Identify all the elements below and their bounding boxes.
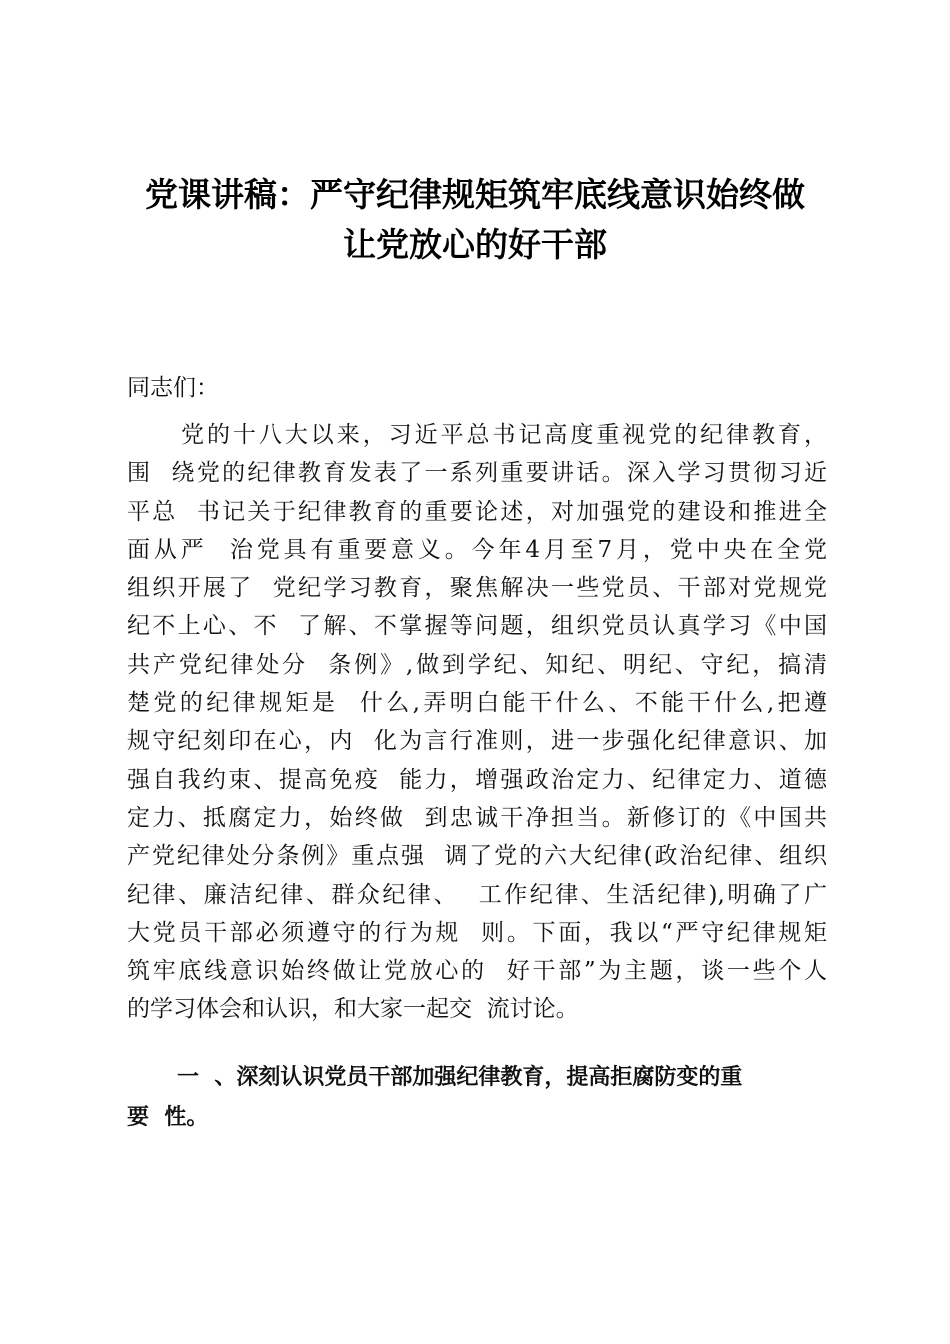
body-line: 平总 书记关于纪律教育的重要论述，对加强党的建设和推进全 bbox=[127, 498, 827, 525]
body-line: 强自我约束、提高免疫 能力，增强政治定力、纪律定力、道德 bbox=[127, 766, 827, 793]
section-heading bbox=[127, 1058, 827, 1138]
body-line: 党的十八大以来，习近平总书记高度重视党的纪律教育， bbox=[181, 422, 827, 448]
body-line: 纪律、廉洁纪律、群众纪律、 工作纪律、生活纪律),明确了广 bbox=[127, 881, 827, 908]
body-line: 的学习体会和认识，和大家一起交 流讨论。 bbox=[127, 996, 579, 1023]
body-line: 产党纪律处分条例》重点强 调了党的六大纪律(政治纪律、组织 bbox=[127, 843, 827, 870]
title-line-1: 党课讲稿：严守纪律规矩筑牢底线意识始终做 bbox=[145, 175, 805, 214]
section-heading-line-1: 一 、深刻认识党员干部加强纪律教育，提高拒腐防变的重 bbox=[177, 1065, 743, 1090]
salutation: 同志们： bbox=[127, 375, 219, 401]
body-line: 大党员干部必须遵守的行为规 则。下面，我以“严守纪律规矩 bbox=[127, 919, 827, 946]
body-line: 围 绕党的纪律教育发表了一系列重要讲话。深入学习贯彻习近 bbox=[127, 460, 827, 487]
body-paragraph bbox=[127, 416, 827, 1029]
title-line-2: 让党放心的好干部 bbox=[343, 225, 607, 264]
body-line: 定力、抵腐定力，始终做 到忠诚干净担当。新修订的《中国共 bbox=[127, 804, 827, 831]
body-line: 筑牢底线意识始终做让党放心的 好干部”为主题，谈一些个人 bbox=[127, 958, 827, 985]
body-line: 组织开展了 党纪学习教育，聚焦解决一些党员、干部对党规党 bbox=[127, 575, 827, 602]
body-line: 纪不上心、不 了解、不掌握等问题，组织党员认真学习《中国 bbox=[127, 613, 827, 640]
body-line: 规守纪刻印在心，内 化为言行准则，进一步强化纪律意识、加 bbox=[127, 728, 827, 755]
body-line: 面从严 治党具有重要意义。今年4月至7月，党中央在全党 bbox=[127, 536, 827, 563]
body-line: 楚党的纪律规矩是 什么,弄明白能干什么、不能干什么,把遵 bbox=[127, 690, 827, 717]
section-heading-line-2: 要 性。 bbox=[127, 1105, 209, 1130]
document-title bbox=[110, 170, 840, 270]
body-line: 共产党纪律处分 条例》,做到学纪、知纪、明纪、守纪，搞清 bbox=[127, 651, 827, 678]
